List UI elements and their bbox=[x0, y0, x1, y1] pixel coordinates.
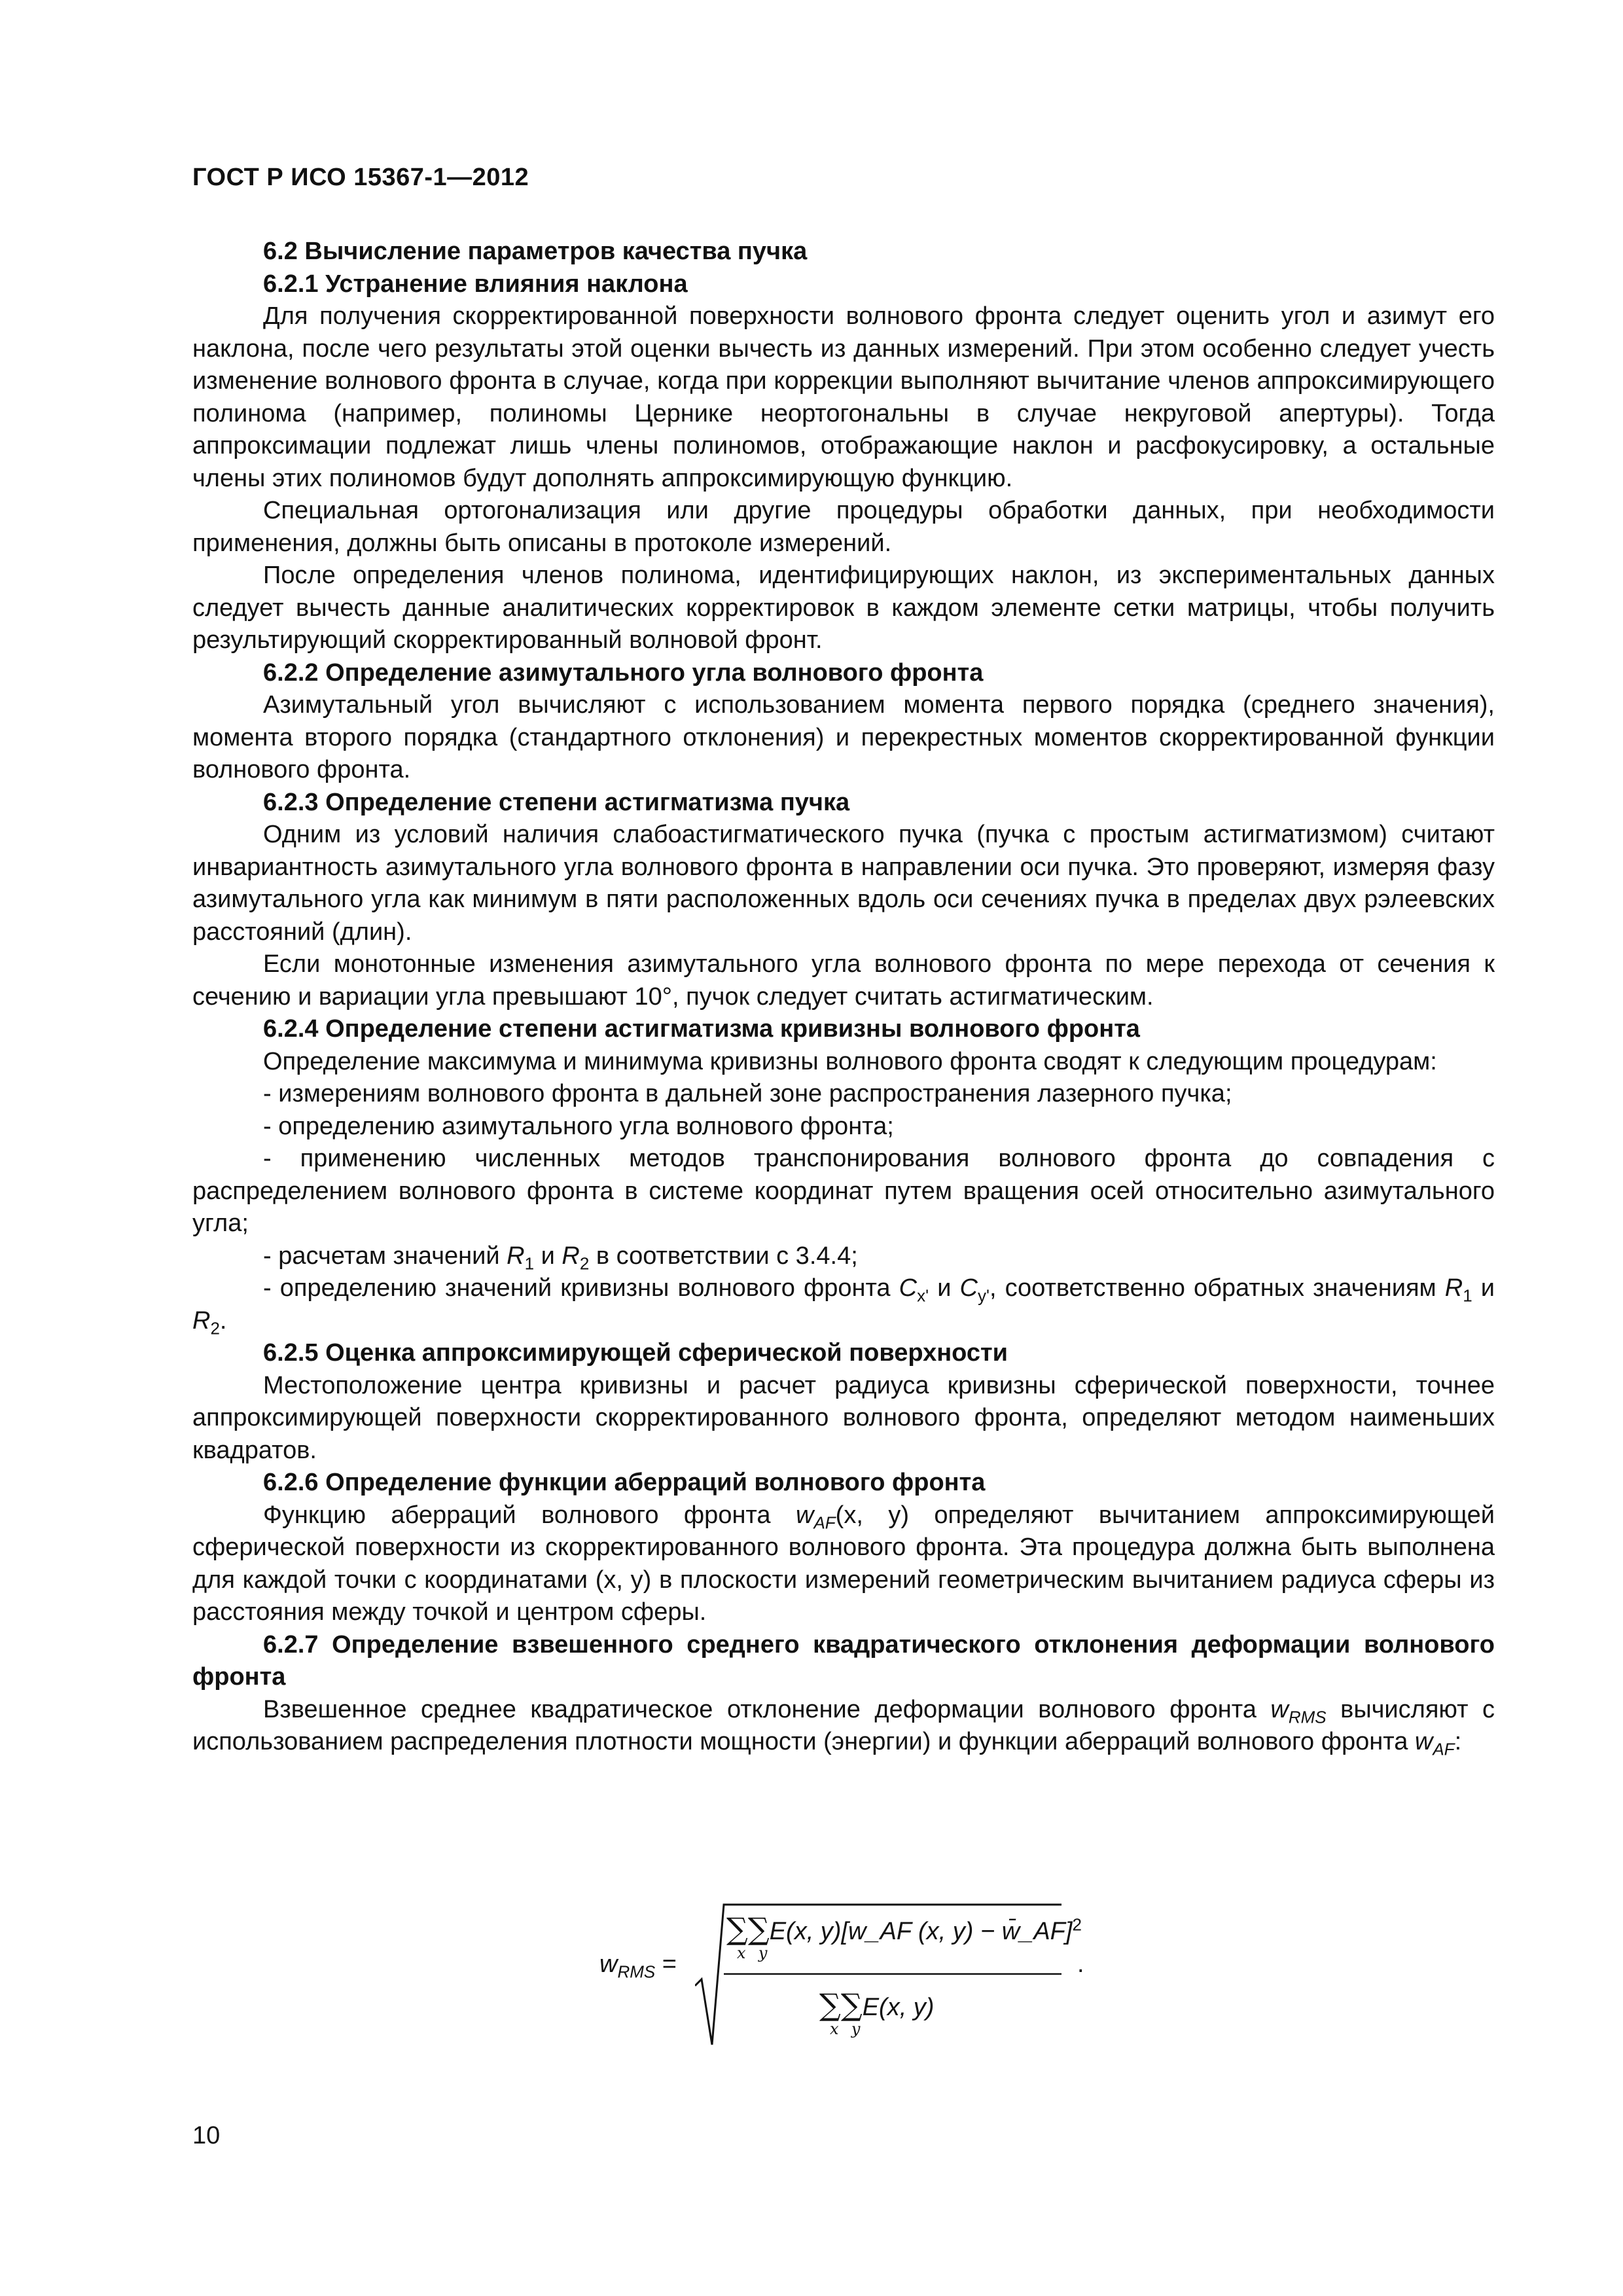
paragraph: Азимутальный угол вычисляют с использованием момента первого порядка (среднего значения), момента второго порядка (стандартного отклонения) и перекрестных моментов скорректированной функции волнового фронта. bbox=[192, 691, 1495, 783]
paragraph: Определение максимума и минимума кривизны волнового фронта сводят к следующим процедурам: bbox=[263, 1047, 1437, 1075]
section-heading: 6.2 Вычисление параметров качества пучка bbox=[263, 238, 808, 265]
section-heading: 6.2.1 Устранение влияния наклона bbox=[263, 270, 688, 298]
list-item: - применению численных методов транспонирования волнового фронта до совпадения с распределением волнового фронта в системе координат путем вращения осей относительно азимутального угла; bbox=[192, 1145, 1495, 1237]
paragraph: Для получения скорректированной поверхности волнового фронта следует оценить угол и азимут его наклона, после чего результаты этой оценки вычесть из данных измерений. При этом особенно следует учесть изменение волнового фронта в случае, когда при коррекции выполняют вычитание членов аппроксимирующего полинома (например, полиномы Цернике неортогональны в случае некруговой апертуры). Тогда аппроксимации подлежат лишь члены полиномов, отображающие наклон и расфокусировку, а остальные члены этих полиномов будут дополнять аппроксимирующую функцию. bbox=[192, 302, 1495, 492]
list-item: - определению значений кривизны волнового фронта $C_{x'}$ и $C_{y'}$, соответственно обратных значениям $R_1$ и $R_2$. bbox=[192, 1274, 1495, 1338]
paragraph: Взвешенное среднее квадратическое отклонение деформации волнового фронта $w_{RMS}$ вычисляют с использованием распределения плотности мощности (энергии) и функции аберраций волнового фронта $w_{AF}$: bbox=[192, 1695, 1495, 1759]
formula-numerator: ∑ x ∑ y E(x, y)[w_AF (x, y) − w̄_AF]$^2$ bbox=[726, 1911, 1082, 1962]
formula-period: . bbox=[1077, 1950, 1084, 1978]
section-heading: 6.2.5 Оценка аппроксимирующей сферической поверхности bbox=[263, 1339, 1008, 1367]
section-heading: 6.2.6 Определение функции аберраций волнового фронта bbox=[263, 1469, 986, 1496]
paragraph: Одним из условий наличия слабоастигматического пучка (пучка с простым астигматизмом) считают инвариантность азимутального угла волнового фронта в направлении оси пучка. Это проверяют, измеряя фазу азимутального угла как минимум в пяти расположенных вдоль оси сечениях пучка в пределах двух рэлеевских расстояний (длин). bbox=[192, 821, 1495, 946]
list-item: - расчетам значений $R_1$ и $R_2$ в соответствии с 3.4.4; bbox=[263, 1242, 858, 1274]
paragraph: Местоположение центра кривизны и расчет радиуса кривизны сферической поверхности, точнее аппроксимирующей поверхности скорректированного волнового фронта, определяют методом наименьших квадратов. bbox=[192, 1371, 1495, 1464]
document-header: ГОСТ Р ИСО 15367-1—2012 bbox=[192, 164, 529, 191]
page-number: 10 bbox=[192, 2122, 221, 2149]
list-item: - определению азимутального угла волнового фронта; bbox=[263, 1112, 894, 1140]
section-heading: 6.2.4 Определение степени астигматизма кривизны волнового фронта bbox=[263, 1015, 1140, 1043]
section-heading: 6.2.3 Определение степени астигматизма пучка bbox=[263, 788, 850, 816]
list-item: - измерениям волнового фронта в дальней зоне распространения лазерного пучка; bbox=[263, 1080, 1232, 1107]
formula-denominator: ∑ x ∑ y E(x, y) bbox=[819, 1987, 935, 2038]
section-heading: 6.2.2 Определение азимутального угла волнового фронта bbox=[263, 658, 984, 687]
paragraph: Если монотонные изменения азимутального угла волнового фронта по мере перехода от сечения к сечению и вариации угла превышают 10°, пучок следует считать астигматическим. bbox=[192, 950, 1495, 1011]
formula-lhs: $w_{RMS}$ = bbox=[599, 1950, 677, 1982]
document-body bbox=[192, 236, 1495, 1759]
paragraph: Функцию аберраций волнового фронта $w_{AF}(x$, y) определяют вычитанием аппроксимирующей сферической поверхности из скорректированного волнового фронта. Эта процедура должна быть выполнена для каждой точки с координатами (x, y) в плоскости измерений геометрическим вычитанием радиуса сферы из расстояния между точкой и центром сферы. bbox=[192, 1501, 1495, 1626]
formula-w-rms bbox=[599, 1888, 1188, 2064]
section-heading: 6.2.7 Определение взвешенного среднего квадратического отклонения деформации волнового фронта bbox=[192, 1630, 1495, 1691]
paragraph: Специальная ортогонализация или другие процедуры обработки данных, при необходимости применения, должны быть описаны в протоколе измерений. bbox=[192, 497, 1495, 557]
paragraph: После определения членов полинома, идентифицирующих наклон, из экспериментальных данных следует вычесть данные аналитических корректировок в каждом элементе сетки матрицы, чтобы получить результирующий скорректированный волновой фронт. bbox=[192, 562, 1495, 654]
